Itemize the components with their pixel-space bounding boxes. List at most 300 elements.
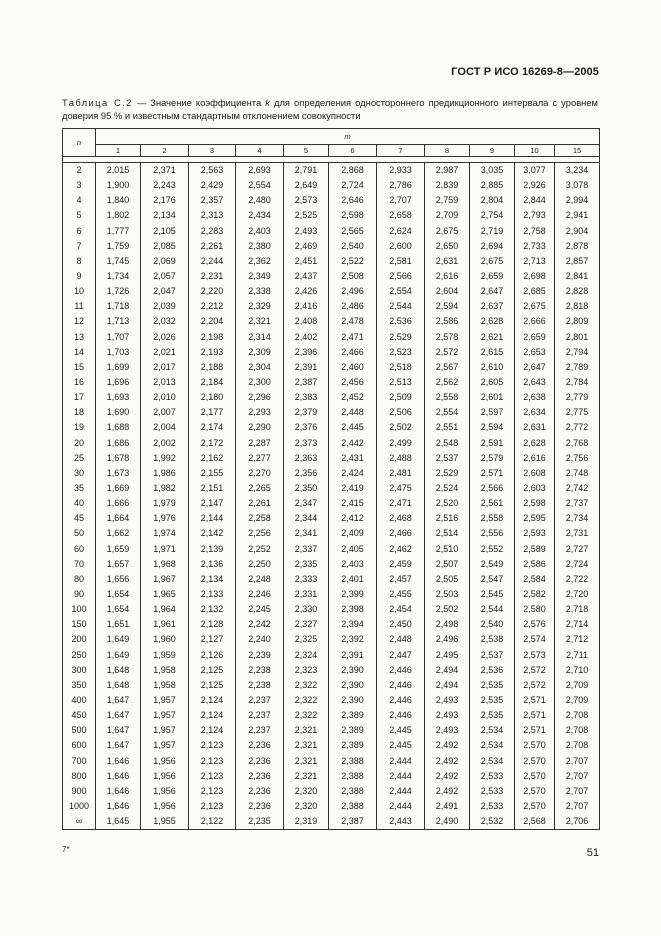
k-value-cell: 1,745	[96, 254, 141, 269]
k-value-cell: 2,322	[284, 678, 329, 693]
table-row	[63, 254, 600, 269]
k-value-cell: 2,573	[515, 648, 555, 663]
k-value-cell: 2,069	[141, 254, 189, 269]
k-value-cell: 2,551	[425, 420, 470, 435]
k-value-cell: 2,581	[377, 254, 425, 269]
k-value-cell: 2,594	[470, 420, 515, 435]
n-value-cell: 8	[63, 254, 96, 269]
k-value-cell: 2,013	[141, 375, 189, 390]
table-row	[63, 663, 600, 678]
k-value-cell: 2,337	[284, 542, 329, 557]
k-value-cell: 2,659	[470, 269, 515, 284]
k-value-cell: 1,647	[96, 723, 141, 738]
k-value-cell: 2,445	[377, 723, 425, 738]
k-value-cell: 2,828	[555, 284, 600, 299]
k-value-cell: 1,974	[141, 526, 189, 541]
k-value-cell: 2,287	[236, 436, 284, 451]
k-value-cell: 2,885	[470, 178, 515, 193]
table-row	[63, 557, 600, 572]
k-value-cell: 2,320	[284, 784, 329, 799]
k-value-cell: 2,446	[377, 693, 425, 708]
k-value-cell: 2,123	[189, 769, 236, 784]
k-value-cell: 2,544	[470, 602, 515, 617]
n-value-cell: 18	[63, 405, 96, 420]
k-value-cell: 2,132	[189, 602, 236, 617]
k-value-cell: 2,002	[141, 436, 189, 451]
k-value-cell: 2,235	[236, 814, 284, 830]
k-value-cell: 1,646	[96, 753, 141, 768]
k-value-cell: 2,416	[284, 299, 329, 314]
k-value-cell: 2,445	[329, 420, 377, 435]
k-value-cell: 2,708	[555, 738, 600, 753]
k-value-cell: 2,136	[189, 557, 236, 572]
k-value-cell: 2,595	[515, 511, 555, 526]
k-value-cell: 1,647	[96, 708, 141, 723]
k-value-cell: 2,139	[189, 542, 236, 557]
k-value-cell: 1,696	[96, 375, 141, 390]
k-value-cell: 2,578	[425, 330, 470, 345]
k-value-cell: 2,390	[329, 663, 377, 678]
k-value-cell: 2,571	[515, 708, 555, 723]
n-value-cell: 40	[63, 496, 96, 511]
table-row	[63, 526, 600, 541]
k-value-cell: 1,956	[141, 769, 189, 784]
n-value-cell: 7	[63, 239, 96, 254]
k-value-cell: 2,387	[284, 375, 329, 390]
k-value-cell: 1,648	[96, 663, 141, 678]
caption-text-start: — Значение коэффициента	[132, 97, 266, 108]
k-value-cell: 2,568	[515, 814, 555, 830]
k-value-cell: 2,809	[555, 314, 600, 329]
k-value-cell: 2,586	[515, 557, 555, 572]
k-value-cell: 2,525	[284, 208, 329, 223]
k-value-cell: 1,699	[96, 360, 141, 375]
n-value-cell: 45	[63, 511, 96, 526]
n-value-cell: 25	[63, 451, 96, 466]
k-value-cell: 2,123	[189, 784, 236, 799]
k-value-cell: 2,591	[470, 436, 515, 451]
k-value-cell: 2,518	[377, 360, 425, 375]
k-value-cell: 2,151	[189, 481, 236, 496]
n-value-cell: 11	[63, 299, 96, 314]
caption-k-symbol: k	[265, 97, 270, 108]
table-row	[63, 542, 600, 557]
n-value-cell: 9	[63, 269, 96, 284]
table-row	[63, 314, 600, 329]
table-row	[63, 405, 600, 420]
k-value-cell: 2,572	[515, 663, 555, 678]
n-value-cell: 800	[63, 769, 96, 784]
k-value-cell: 2,380	[236, 239, 284, 254]
k-value-cell: 2,238	[236, 663, 284, 678]
k-value-cell: 2,128	[189, 617, 236, 632]
k-value-cell: 2,277	[236, 451, 284, 466]
k-value-cell: 1,959	[141, 648, 189, 663]
k-value-cell: 2,349	[236, 269, 284, 284]
n-value-cell: 200	[63, 632, 96, 647]
k-value-cell: 2,570	[515, 738, 555, 753]
k-value-cell: 2,376	[284, 420, 329, 435]
k-value-cell: 2,647	[515, 360, 555, 375]
k-value-cell: 2,338	[236, 284, 284, 299]
k-value-cell: 2,387	[329, 814, 377, 830]
n-value-cell: 19	[63, 420, 96, 435]
n-value-cell: 4	[63, 193, 96, 208]
k-value-cell: 2,363	[284, 451, 329, 466]
k-value-cell: 2,498	[425, 617, 470, 632]
k-value-cell: 2,320	[284, 799, 329, 814]
k-value-cell: 2,534	[470, 723, 515, 738]
k-value-cell: 2,124	[189, 708, 236, 723]
k-value-cell: 2,565	[329, 224, 377, 239]
k-value-cell: 2,499	[377, 436, 425, 451]
k-value-cell: 2,586	[425, 314, 470, 329]
k-value-cell: 2,694	[470, 239, 515, 254]
k-value-cell: 2,261	[236, 496, 284, 511]
k-value-cell: 2,452	[329, 390, 377, 405]
table-row	[63, 360, 600, 375]
n-column-header: n	[63, 129, 96, 157]
k-value-cell: 2,650	[425, 239, 470, 254]
n-value-cell: 6	[63, 224, 96, 239]
k-value-cell: 2,713	[515, 254, 555, 269]
table-row	[63, 632, 600, 647]
k-value-cell: 2,535	[470, 678, 515, 693]
k-value-cell: 2,399	[329, 587, 377, 602]
k-value-cell: 2,535	[470, 708, 515, 723]
k-value-cell: 2,675	[470, 254, 515, 269]
k-value-cell: 2,601	[470, 390, 515, 405]
k-value-cell: 2,371	[141, 163, 189, 179]
k-value-cell: 2,653	[515, 345, 555, 360]
k-value-cell: 2,462	[377, 542, 425, 557]
k-value-cell: 2,540	[329, 239, 377, 254]
table-row	[63, 390, 600, 405]
table-body	[63, 163, 600, 830]
k-value-cell: 2,789	[555, 360, 600, 375]
k-value-cell: 2,398	[329, 602, 377, 617]
k-value-cell: 2,733	[515, 239, 555, 254]
n-value-cell: 16	[63, 375, 96, 390]
k-value-cell: 1,662	[96, 526, 141, 541]
table-row	[63, 723, 600, 738]
k-value-cell: 2,466	[377, 526, 425, 541]
k-value-cell: 2,513	[377, 375, 425, 390]
k-value-cell: 2,388	[329, 799, 377, 814]
k-value-cell: 2,015	[96, 163, 141, 179]
k-value-cell: 2,566	[377, 269, 425, 284]
k-value-cell: 2,638	[515, 390, 555, 405]
k-value-cell: 2,347	[284, 496, 329, 511]
k-value-cell: 2,520	[425, 496, 470, 511]
k-value-cell: 2,237	[236, 693, 284, 708]
n-value-cell: 70	[63, 557, 96, 572]
k-value-cell: 2,017	[141, 360, 189, 375]
k-value-cell: 2,775	[555, 405, 600, 420]
k-value-cell: 2,857	[555, 254, 600, 269]
k-value-cell: 2,502	[425, 602, 470, 617]
k-value-cell: 2,437	[284, 269, 329, 284]
k-value-cell: 2,540	[470, 617, 515, 632]
k-value-cell: 2,412	[329, 511, 377, 526]
table-row	[63, 678, 600, 693]
k-value-cell: 2,709	[425, 208, 470, 223]
k-value-cell: 2,448	[377, 632, 425, 647]
k-value-cell: 2,768	[555, 436, 600, 451]
m-values-header-row	[63, 145, 600, 157]
k-value-cell: 2,403	[236, 224, 284, 239]
k-value-cell: 2,290	[236, 420, 284, 435]
m-value-header: 8	[425, 145, 470, 157]
k-value-cell: 2,492	[425, 784, 470, 799]
k-value-cell: 2,548	[425, 436, 470, 451]
k-value-cell: 2,057	[141, 269, 189, 284]
k-value-cell: 2,598	[515, 496, 555, 511]
k-value-cell: 1,703	[96, 345, 141, 360]
n-value-cell: 250	[63, 648, 96, 663]
k-value-cell: 2,447	[377, 648, 425, 663]
k-value-cell: 2,330	[284, 602, 329, 617]
n-value-cell: 3	[63, 178, 96, 193]
k-value-cell: 2,325	[284, 632, 329, 647]
k-value-cell: 2,242	[236, 617, 284, 632]
table-row	[63, 330, 600, 345]
k-value-cell: 2,538	[470, 632, 515, 647]
n-value-cell: 700	[63, 753, 96, 768]
k-value-cell: 1,686	[96, 436, 141, 451]
k-value-cell: 2,471	[329, 330, 377, 345]
k-value-cell: 2,646	[329, 193, 377, 208]
n-value-cell: 14	[63, 345, 96, 360]
k-value-cell: 2,390	[329, 693, 377, 708]
k-value-cell: 1,673	[96, 466, 141, 481]
k-value-cell: 2,419	[329, 481, 377, 496]
k-value-cell: 2,634	[515, 405, 555, 420]
n-value-cell: 60	[63, 542, 96, 557]
k-value-cell: 1,967	[141, 572, 189, 587]
k-value-cell: 2,481	[377, 466, 425, 481]
k-value-cell: 2,933	[377, 163, 425, 179]
k-value-cell: 2,357	[189, 193, 236, 208]
k-value-cell: 2,468	[377, 511, 425, 526]
k-value-cell: 2,496	[425, 632, 470, 647]
k-value-cell: 2,658	[377, 208, 425, 223]
k-value-cell: 2,122	[189, 814, 236, 830]
k-value-cell: 1,957	[141, 708, 189, 723]
k-value-cell: 2,604	[425, 284, 470, 299]
k-value-cell: 2,147	[189, 496, 236, 511]
k-value-cell: 2,329	[236, 299, 284, 314]
k-value-cell: 2,714	[555, 617, 600, 632]
k-value-cell: 2,554	[377, 284, 425, 299]
k-value-cell: 2,707	[377, 193, 425, 208]
k-value-cell: 2,124	[189, 723, 236, 738]
k-value-cell: 2,176	[141, 193, 189, 208]
k-value-cell: 2,570	[515, 769, 555, 784]
k-value-cell: 2,722	[555, 572, 600, 587]
k-value-cell: 2,698	[515, 269, 555, 284]
n-value-cell: 450	[63, 708, 96, 723]
n-value-cell: 10	[63, 284, 96, 299]
k-value-cell: 2,554	[425, 405, 470, 420]
k-value-cell: 1,965	[141, 587, 189, 602]
k-value-cell: 2,552	[470, 542, 515, 557]
n-value-cell: 30	[63, 466, 96, 481]
k-value-cell: 2,442	[329, 436, 377, 451]
k-value-cell: 2,608	[515, 466, 555, 481]
k-value-cell: 2,754	[470, 208, 515, 223]
k-value-cell: 2,818	[555, 299, 600, 314]
k-value-cell: 2,236	[236, 738, 284, 753]
k-value-cell: 1,734	[96, 269, 141, 284]
k-value-cell: 1,957	[141, 723, 189, 738]
table-row	[63, 617, 600, 632]
k-value-cell: 2,603	[515, 481, 555, 496]
k-value-cell: 2,563	[189, 163, 236, 179]
k-value-cell: 3,035	[470, 163, 515, 179]
k-value-cell: 2,456	[329, 375, 377, 390]
k-value-cell: 2,401	[329, 572, 377, 587]
k-value-cell: 2,444	[377, 769, 425, 784]
k-value-cell: 2,258	[236, 511, 284, 526]
k-value-cell: 1,647	[96, 738, 141, 753]
k-value-cell: 2,313	[189, 208, 236, 223]
k-value-cell: 2,659	[515, 330, 555, 345]
k-value-cell: 2,572	[425, 345, 470, 360]
k-value-cell: 2,505	[425, 572, 470, 587]
k-value-cell: 2,784	[555, 375, 600, 390]
k-value-cell: 2,522	[329, 254, 377, 269]
k-value-cell: 2,431	[329, 451, 377, 466]
k-value-cell: 2,562	[425, 375, 470, 390]
k-value-cell: 2,570	[515, 753, 555, 768]
k-value-cell: 1,646	[96, 784, 141, 799]
k-value-cell: 2,508	[329, 269, 377, 284]
footer-mark: 7*	[62, 845, 70, 854]
table-row	[63, 693, 600, 708]
k-value-cell: 2,004	[141, 420, 189, 435]
k-value-cell: 2,490	[425, 814, 470, 830]
n-value-cell: 100	[63, 602, 96, 617]
k-value-cell: 2,331	[284, 587, 329, 602]
n-value-cell: 80	[63, 572, 96, 587]
k-value-cell: 2,734	[555, 511, 600, 526]
k-value-cell: 2,392	[329, 632, 377, 647]
k-value-cell: 2,446	[377, 663, 425, 678]
m-group-header: m	[96, 129, 600, 145]
table-row	[63, 511, 600, 526]
k-value-cell: 2,134	[189, 572, 236, 587]
k-value-cell: 2,155	[189, 466, 236, 481]
k-value-cell: 2,756	[555, 451, 600, 466]
k-value-cell: 2,720	[555, 587, 600, 602]
m-value-header: 6	[329, 145, 377, 157]
k-value-cell: 1,961	[141, 617, 189, 632]
k-value-cell: 2,718	[555, 602, 600, 617]
k-value-cell: 2,791	[284, 163, 329, 179]
k-value-cell: 2,708	[555, 723, 600, 738]
k-value-cell: 2,032	[141, 314, 189, 329]
k-value-cell: 2,142	[189, 526, 236, 541]
k-value-cell: 2,389	[329, 708, 377, 723]
k-value-cell: 2,252	[236, 542, 284, 557]
k-value-cell: 2,390	[329, 678, 377, 693]
table-row	[63, 345, 600, 360]
k-value-cell: 2,571	[515, 693, 555, 708]
m-value-header: 3	[189, 145, 236, 157]
n-value-cell: 350	[63, 678, 96, 693]
k-value-cell: 2,391	[329, 648, 377, 663]
k-value-cell: 2,256	[236, 526, 284, 541]
k-value-cell: 2,162	[189, 451, 236, 466]
k-value-cell: 1,956	[141, 799, 189, 814]
k-value-cell: 2,388	[329, 784, 377, 799]
table-row	[63, 814, 600, 830]
k-value-cell: 2,240	[236, 632, 284, 647]
k-value-cell: 2,582	[515, 587, 555, 602]
k-value-cell: 2,488	[377, 451, 425, 466]
table-row	[63, 375, 600, 390]
k-value-cell: 2,509	[377, 390, 425, 405]
k-value-cell: 2,429	[189, 178, 236, 193]
k-value-cell: 2,236	[236, 769, 284, 784]
k-value-cell: 2,727	[555, 542, 600, 557]
k-value-cell: 2,502	[377, 420, 425, 435]
k-value-cell: 2,628	[470, 314, 515, 329]
k-value-cell: 1,664	[96, 511, 141, 526]
k-value-cell: 2,841	[555, 269, 600, 284]
k-value-cell: 2,402	[284, 330, 329, 345]
k-value-cell: 2,444	[377, 799, 425, 814]
m-value-header: 5	[284, 145, 329, 157]
table-row	[63, 436, 600, 451]
k-value-cell: 1,707	[96, 330, 141, 345]
k-value-cell: 2,742	[555, 481, 600, 496]
n-value-cell: 17	[63, 390, 96, 405]
k-value-cell: 2,878	[555, 239, 600, 254]
k-value-cell: 2,529	[377, 330, 425, 345]
k-value-cell: 2,868	[329, 163, 377, 179]
k-value-cell: 1,646	[96, 769, 141, 784]
k-value-cell: 2,300	[236, 375, 284, 390]
k-value-cell: 2,610	[470, 360, 515, 375]
k-value-cell: 1,956	[141, 753, 189, 768]
k-value-cell: 2,616	[425, 269, 470, 284]
k-value-cell: 1,654	[96, 602, 141, 617]
k-value-cell: 2,594	[425, 299, 470, 314]
k-value-cell: 2,558	[425, 390, 470, 405]
k-value-cell: 2,265	[236, 481, 284, 496]
k-value-cell: 2,724	[555, 557, 600, 572]
k-value-cell: 2,321	[284, 723, 329, 738]
k-value-cell: 2,544	[377, 299, 425, 314]
k-value-cell: 2,529	[425, 466, 470, 481]
k-value-cell: 2,556	[470, 526, 515, 541]
k-value-cell: 1,678	[96, 451, 141, 466]
k-value-cell: 3,077	[515, 163, 555, 179]
k-value-cell: 2,356	[284, 466, 329, 481]
k-value-cell: 2,597	[470, 405, 515, 420]
k-value-cell: 2,123	[189, 799, 236, 814]
k-value-cell: 2,231	[189, 269, 236, 284]
k-value-cell: 1,759	[96, 239, 141, 254]
k-value-cell: 1,651	[96, 617, 141, 632]
k-value-cell: 2,615	[470, 345, 515, 360]
k-value-cell: 2,571	[470, 466, 515, 481]
m-value-header: 2	[141, 145, 189, 157]
k-value-cell: 2,731	[555, 526, 600, 541]
caption-label: Таблица С.2	[62, 97, 133, 108]
